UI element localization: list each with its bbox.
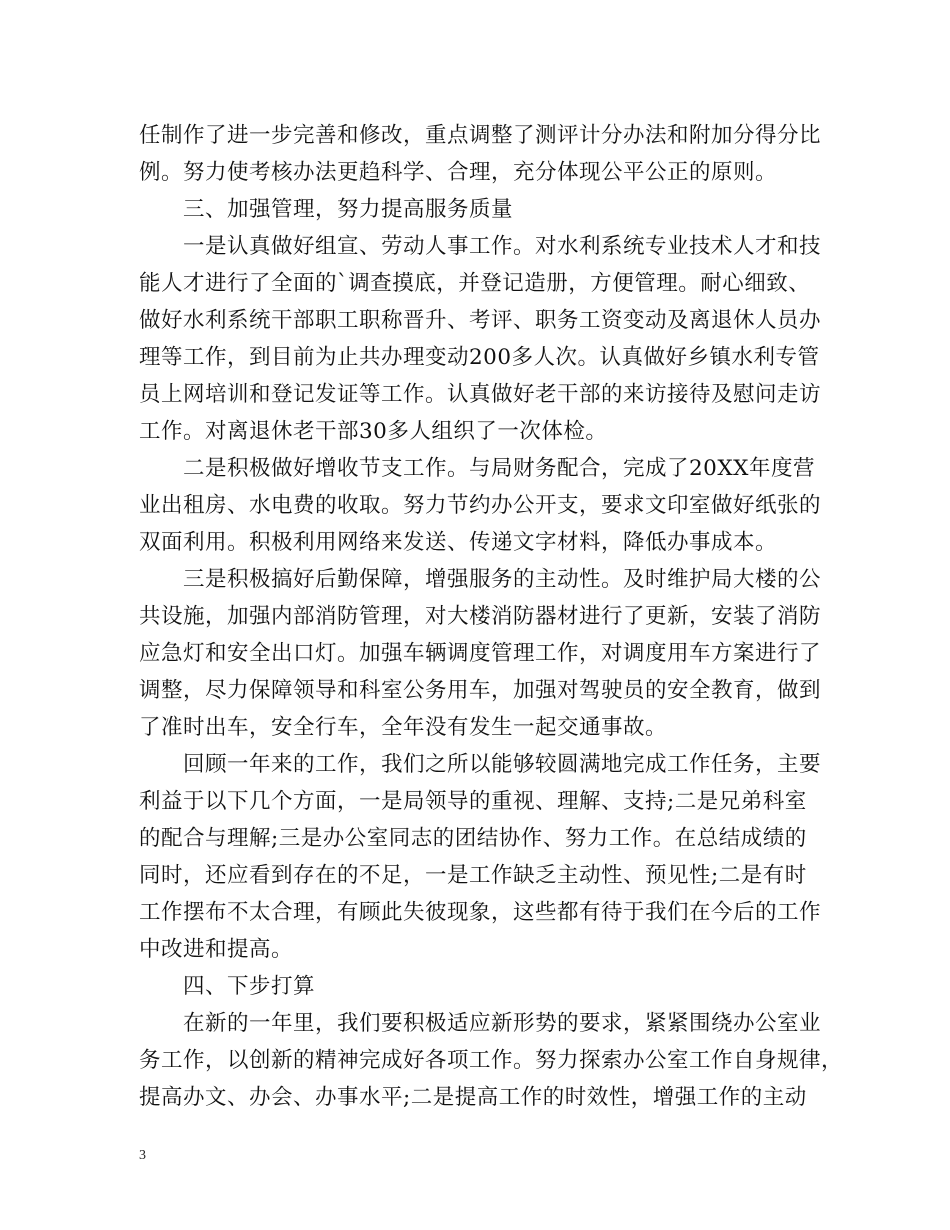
text-line: 做好水利系统干部职工职称晋升、考评、职务工资变动及离退休人员办 xyxy=(139,308,822,333)
text-line: 了准时出车，安全行车，全年没有发生一起交通事故。 xyxy=(139,715,668,740)
page-number: 3 xyxy=(139,1148,146,1163)
text-line: 的配合与理解;三是办公室同志的团结协作、努力工作。在总结成绩的 xyxy=(139,826,807,851)
text-line: 员上网培训和登记发证等工作。认真做好老干部的来访接待及慰问走访 xyxy=(139,382,822,407)
text-line: 三、加强管理，努力提高服务质量 xyxy=(183,197,514,222)
text-line: 回顾一年来的工作，我们之所以能够较圆满地完成工作任务，主要 xyxy=(183,752,822,777)
text-line: 工作摆布不太合理，有顾此失彼现象，这些都有待于我们在今后的工作 xyxy=(139,900,822,925)
text-line: 一是认真做好组宣、劳动人事工作。对水利系统专业技术人才和技 xyxy=(183,234,822,259)
text-line: 应急灯和安全出口灯。加强车辆调度管理工作，对调度用车方案进行了 xyxy=(139,641,822,666)
text-line: 务工作，以创新的精神完成好各项工作。努力探索办公室工作自身规律， xyxy=(139,1048,844,1073)
text-line: 三是积极搞好后勤保障，增强服务的主动性。及时维护局大楼的公 xyxy=(183,567,822,592)
text-line: 工作。对离退休老干部30多人组织了一次体检。 xyxy=(139,419,608,444)
text-line: 调整，尽力保障领导和科室公务用车，加强对驾驶员的安全教育，做到 xyxy=(139,678,822,703)
text-line: 双面利用。积极利用网络来发送、传递文字材料，降低办事成本。 xyxy=(139,530,778,555)
text-line: 在新的一年里，我们要积极适应新形势的要求，紧紧围绕办公室业 xyxy=(183,1011,822,1036)
text-line: 能人才进行了全面的`调查摸底，并登记造册，方便管理。耐心细致、 xyxy=(139,271,811,296)
text-line: 利益于以下几个方面，一是局领导的重视、理解、支持;二是兄弟科室 xyxy=(139,789,807,814)
text-line: 四、下步打算 xyxy=(183,974,316,999)
text-line: 理等工作，到目前为止共办理变动200多人次。认真做好乡镇水利专管 xyxy=(139,345,820,370)
body-text xyxy=(139,117,844,1116)
text-line: 共设施，加强内部消防管理，对大楼消防器材进行了更新，安装了消防 xyxy=(139,604,822,629)
text-line: 业出租房、水电费的收取。努力节约办公开支，要求文印室做好纸张的 xyxy=(139,493,822,518)
text-line: 二是积极做好增收节支工作。与局财务配合，完成了20XX年度营 xyxy=(183,456,815,481)
text-line: 提高办文、办会、办事水平;二是提高工作的时效性，增强工作的主动 xyxy=(139,1085,807,1110)
text-line: 同时，还应看到存在的不足，一是工作缺乏主动性、预见性;二是有时 xyxy=(139,863,807,888)
text-line: 中改进和提高。 xyxy=(139,937,294,962)
text-line: 任制作了进一步完善和修改，重点调整了测评计分办法和附加分得分比 xyxy=(139,123,822,148)
text-line: 例。努力使考核办法更趋科学、合理，充分体现公平公正的原则。 xyxy=(139,160,778,185)
